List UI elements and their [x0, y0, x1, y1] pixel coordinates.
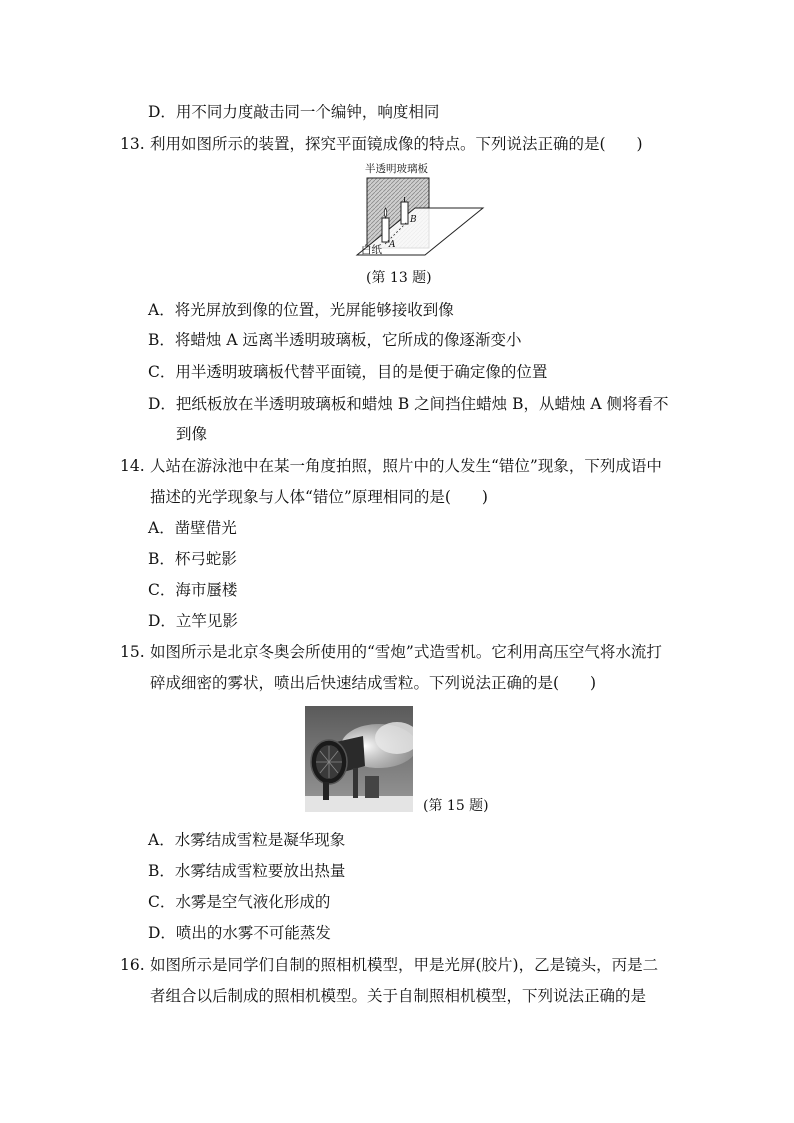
q14-option-b: B．杯弓蛇影: [148, 550, 237, 568]
q13-option-d-cont: 到像: [176, 425, 208, 443]
q14-option-c: C．海市蜃楼: [148, 581, 238, 599]
candle-b: [401, 202, 408, 224]
glass-label: 半透明玻璃板: [365, 163, 428, 175]
flame-icon: [384, 208, 387, 218]
q15-stem-line1: 如图所示是北京冬奥会所使用的“雪炮”式造雪机。它利用高压空气将水流打: [150, 643, 662, 661]
q13-option-b: B．将蜡烛 A 远离半透明玻璃板，它所成的像逐渐变小: [148, 331, 522, 349]
q15-option-d: D．喷出的水雾不可能蒸发: [148, 924, 331, 942]
q15-option-c: C．水雾是空气液化形成的: [148, 893, 331, 911]
label-b: B: [410, 215, 417, 225]
q13-mirror-figure: [355, 160, 485, 262]
q13-option-a: A．将光屏放到像的位置，光屏能够接收到像: [148, 301, 454, 319]
q14-stem-line1: 人站在游泳池中在某一角度拍照，照片中的人发生“错位”现象，下列成语中: [150, 457, 662, 475]
label-a: A: [389, 240, 396, 250]
q13-stem: 利用如图所示的装置，探究平面镜成像的特点。下列说法正确的是( ): [150, 135, 643, 153]
q15-option-b: B．水雾结成雪粒要放出热量: [148, 862, 346, 880]
q16-stem-line1: 如图所示是同学们自制的照相机模型，甲是光屏(胶片)，乙是镜头，丙是二: [150, 956, 659, 974]
q14-option-a: A．凿壁借光: [148, 519, 237, 537]
q16-number: 16.: [120, 956, 145, 974]
q15-option-a: A．水雾结成雪粒是凝华现象: [148, 831, 346, 849]
q14-option-d: D．立竿见影: [148, 612, 238, 630]
paper-label: 白纸: [361, 244, 382, 256]
q15-number: 15.: [120, 643, 145, 661]
snow-cannon-photo: [305, 706, 413, 812]
q13-number: 13.: [120, 135, 145, 153]
q15-stem-line2: 碎成细密的雾状，喷出后快速结成雪粒。下列说法正确的是( ): [150, 674, 597, 692]
q15-figure-caption: (第 15 题): [423, 798, 489, 814]
q13-option-c: C．用半透明玻璃板代替平面镜，目的是便于确定像的位置: [148, 363, 548, 381]
q12-option-d: D．用不同力度敲击同一个编钟，响度相同: [148, 103, 440, 121]
q14-number: 14.: [120, 457, 145, 475]
q13-figure-caption: (第 13 题): [366, 270, 432, 286]
q14-stem-line2: 描述的光学现象与人体“错位”原理相同的是( ): [150, 488, 488, 506]
candle-a: [382, 218, 389, 242]
q13-option-d: D．把纸板放在半透明玻璃板和蜡烛 B 之间挡住蜡烛 B，从蜡烛 A 侧将看不: [148, 395, 669, 413]
q16-stem-line2: 者组合以后制成的照相机模型。关于自制照相机模型，下列说法正确的是: [150, 987, 647, 1005]
